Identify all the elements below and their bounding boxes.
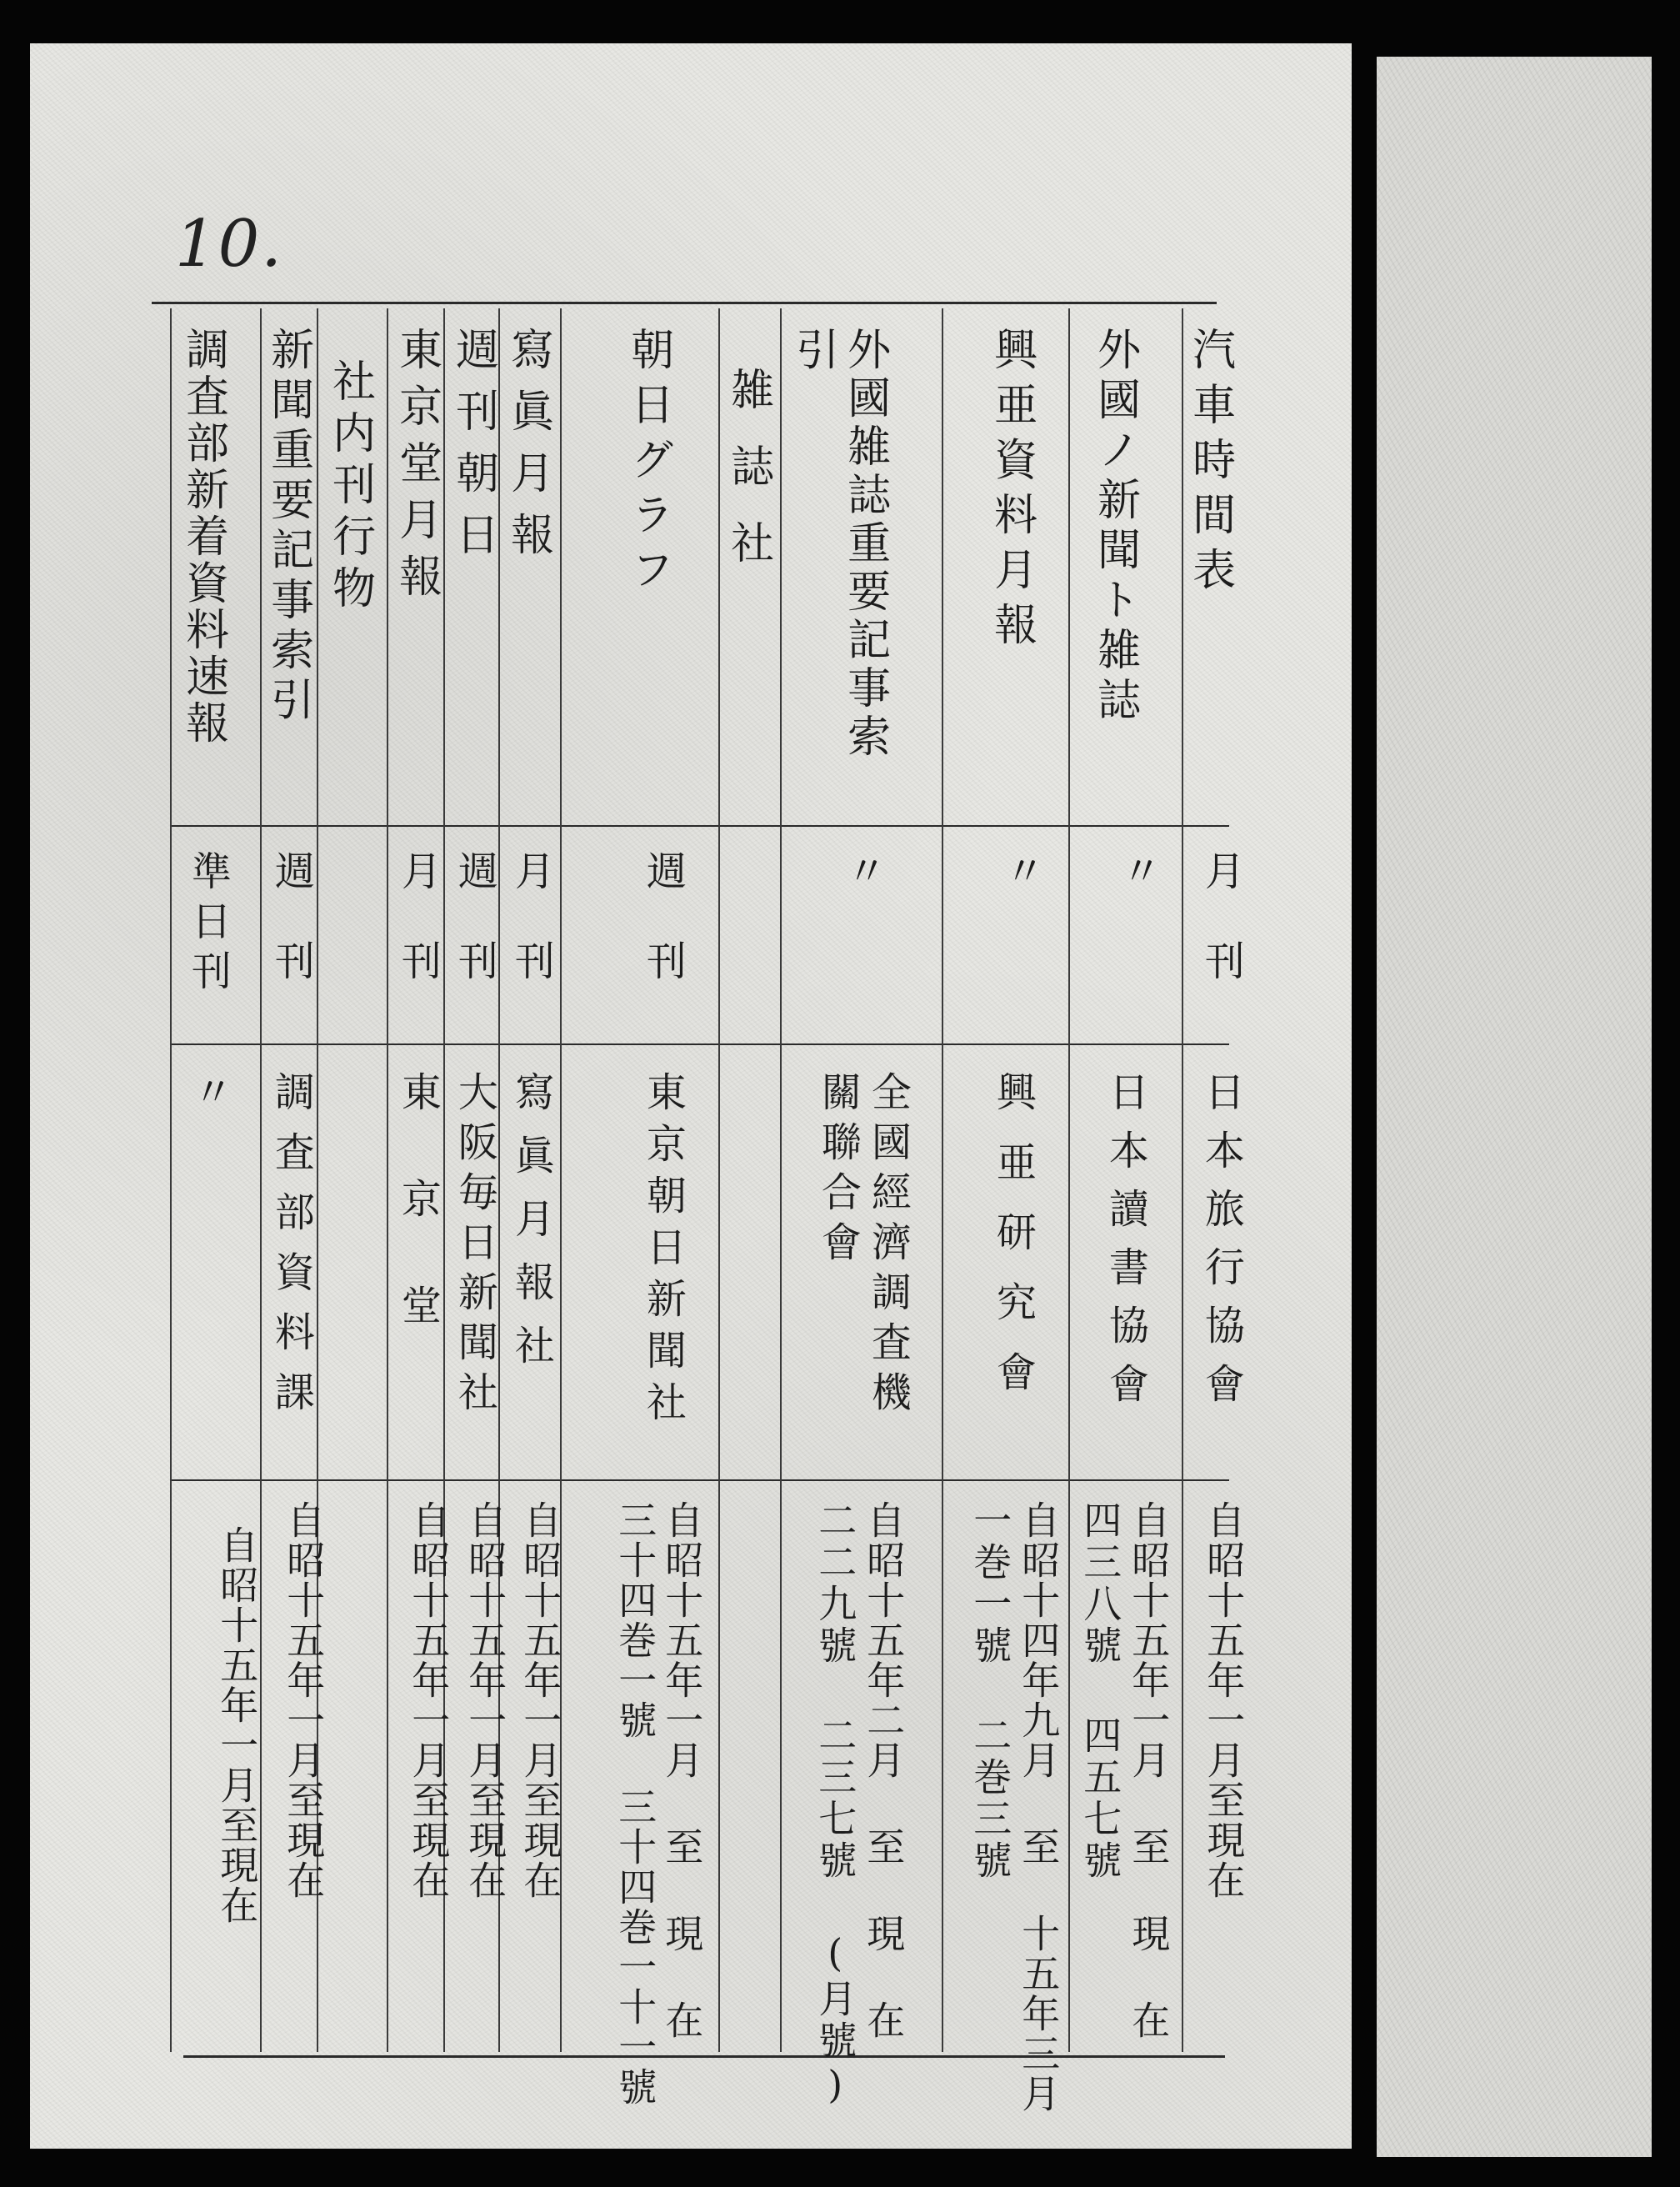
row-2-publisher: 日本讀書協會	[1102, 1071, 1149, 1421]
table-top-rule	[152, 302, 1217, 304]
col-rule-left	[170, 308, 172, 2052]
row-8-frequency: 週刊	[451, 850, 498, 1030]
row-2-period-line-1: 自昭十五年一月 至 現 在	[1126, 1500, 1172, 2040]
row-6-frequency: 週刊	[639, 850, 687, 1030]
row-11-publisher: 調査部資料課	[268, 1071, 315, 1431]
table-bottom-rule	[183, 2055, 1225, 2058]
col-rule-11	[260, 308, 262, 2052]
row-1-publisher: 日本旅行協會	[1198, 1071, 1245, 1421]
row-4-title-line-1: 外國雑誌重要記事索	[839, 327, 890, 762]
row-8-title: 週刊朝日	[448, 327, 498, 573]
row-9-publisher: 東京堂	[394, 1071, 442, 1391]
col-rule-1	[1182, 308, 1183, 2052]
page-number: 10.	[175, 207, 284, 282]
row-4-publisher-line-1: 全國經濟調査機	[864, 1071, 912, 1421]
row-12-frequency: 準日刊	[184, 850, 232, 1000]
row-3-publisher: 興亜研究會	[989, 1071, 1037, 1421]
row-11-frequency: 週刊	[268, 850, 315, 1030]
row-2-frequency-ditto: 〃	[1114, 850, 1162, 890]
row-3-period-line-1: 自昭十四年九月 至 十五年三月	[1016, 1500, 1062, 2114]
row-2-period-line-2: 四三八號 四五七號	[1078, 1500, 1123, 1882]
row-4-publisher-line-2: 關聯合會	[814, 1071, 862, 1271]
row-4-period-line-1: 自昭十五年二月 至 現 在	[861, 1500, 907, 2040]
row-8-period: 自昭十五年一月至現在	[462, 1500, 508, 1900]
col-rule-9	[387, 308, 388, 2052]
col-rule-3	[942, 308, 943, 2052]
row-10-section-header: 社内刊行物	[324, 358, 375, 617]
row-3-period-line-2: 一巻一號 二巻三號	[968, 1500, 1013, 1882]
table-rule-freq-publisher	[171, 1043, 1229, 1045]
row-3-title: 興亜資料月報	[986, 327, 1037, 657]
row-6-period-line-1: 自昭十五年一月 至 現 在	[659, 1500, 705, 2040]
row-5-section-header: 雑誌社	[722, 367, 773, 597]
row-9-frequency: 月刊	[394, 850, 442, 1030]
col-rule-2	[1068, 308, 1070, 2052]
row-6-publisher: 東京朝日新聞社	[639, 1071, 687, 1433]
row-7-frequency: 月刊	[508, 850, 555, 1030]
row-4-title-line-2: 引	[788, 327, 838, 382]
row-2-title: 外國ノ新聞ト雑誌	[1089, 327, 1140, 727]
row-12-publisher-ditto: 〃	[186, 1071, 233, 1111]
col-rule-5	[718, 308, 720, 2052]
row-12-period: 自昭十五年一月至現在	[214, 1525, 260, 1925]
row-8-publisher: 大阪毎日新聞社	[451, 1071, 498, 1421]
row-6-period-line-2: 三十四巻一號 三十四巻一十一號	[612, 1500, 658, 2107]
row-3-frequency-ditto: 〃	[998, 850, 1045, 890]
row-6-title: 朝日グラフ	[622, 327, 673, 602]
row-7-period: 自昭十五年一月至現在	[518, 1500, 563, 1900]
row-11-title: 新聞重要記事索引	[262, 327, 313, 727]
row-7-publisher: 寫眞月報社	[508, 1071, 555, 1388]
row-11-period: 自昭十五年一月至現在	[281, 1500, 327, 1900]
row-9-title: 東京堂月報	[391, 327, 442, 610]
row-1-period: 自昭十五年一月至現在	[1201, 1500, 1247, 1900]
row-1-frequency: 月刊	[1198, 850, 1245, 1030]
row-12-title: 調査部新着資料速報	[178, 327, 228, 747]
table-rule-publisher-period	[171, 1479, 1229, 1481]
row-4-frequency-ditto: 〃	[839, 850, 887, 890]
table-rule-title-freq	[171, 825, 1229, 827]
row-9-period: 自昭十五年一月至現在	[406, 1500, 452, 1900]
row-1-title: 汽車時間表	[1184, 327, 1235, 602]
row-7-title: 寫眞月報	[502, 327, 553, 573]
col-rule-4	[780, 308, 782, 2052]
row-4-period-line-2: 二二九號 二三七號 (月號)	[812, 1500, 858, 2110]
